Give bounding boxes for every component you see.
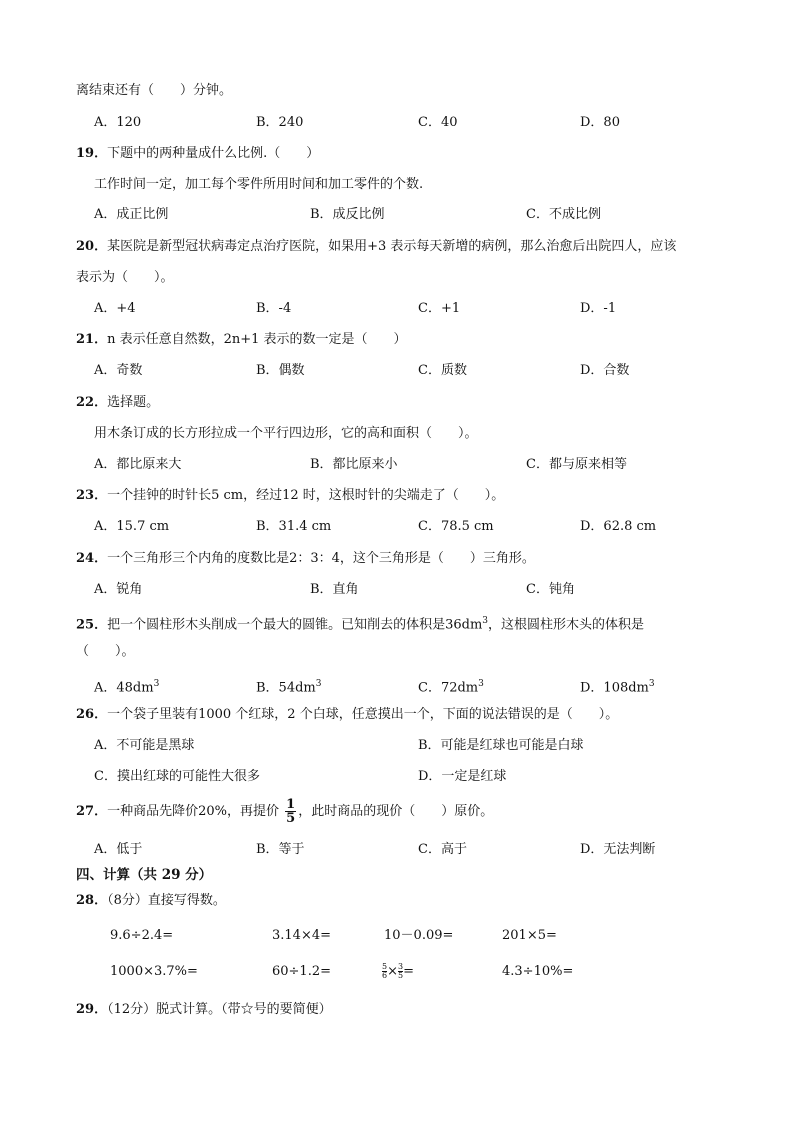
q24-option-a: A．锐角 [94,582,143,597]
q19-option-b: B．成反比例 [310,207,385,222]
q25-text-line2: （ ）。 [76,644,135,659]
q27-option-d: D．无法判断 [580,842,656,857]
q20-text: 某医院是新型冠状病毒定点治疗医院，如果用+3 表示每天新增的病例，那么治愈后出院四人，应该 [107,239,677,254]
q28-expr-6: 60÷1.2= [272,964,332,979]
q22-text: 选择题。 [107,395,160,410]
q25-option-a [94,675,159,697]
q18-option-d: D．80 [580,115,620,130]
q26-option-b: B．可能是红球也可能是白球 [418,738,584,753]
q28-expr-7 [382,957,414,987]
q27-number: 27． [76,804,108,819]
q20-text-line2: 表示为（ ）。 [76,270,174,285]
q25-option-d-text: D．108dm [580,680,649,696]
q28-expr-7-operator: × [387,964,398,979]
q19-option-a: A．成正比例 [94,207,169,222]
q25-option-a-sup: 3 [153,679,160,689]
q25-option-b [256,675,321,697]
q25-question [76,612,644,634]
q25-option-c-sup: 3 [478,679,484,689]
q19-question [76,145,319,163]
q21-question [76,331,407,349]
q21-option-b: B．偶数 [256,363,305,378]
q24-text: 一个三角形三个内角的度数比是2：3：4，这个三角形是（ ）三角形。 [107,551,535,566]
q26-option-d: D．一定是红球 [418,769,507,784]
q20-number: 20． [76,239,108,254]
q28-text: （8分）直接写得数。 [107,893,226,908]
q27-fraction [285,798,296,825]
q28-expr-7-den1: 6 [382,971,388,980]
q23-option-b: B．31.4 cm [256,519,332,534]
q29-question [76,1001,332,1019]
q25-text-a: 把一个圆柱形木头削成一个最大的圆锥。已知削去的体积是36dm [107,617,483,633]
q23-text: 一个挂钟的时针长5 cm，经过12 时，这根时针的尖端走了（ ）。 [107,488,505,503]
q27-fraction-denominator: 5 [286,811,296,826]
q22-number: 22． [76,395,108,410]
q25-number: 25． [76,617,108,633]
q20-question [76,238,676,256]
q28-expr-7-den2: 5 [398,971,404,980]
q25-option-d-sup: 3 [648,679,655,689]
q28-expr-1: 9.6÷2.4= [110,928,174,943]
q19-subtext: 工作时间一定，加工每个零件所用时间和加工零件的个数. [94,177,424,192]
q22-option-c: C．都与原来相等 [526,457,627,472]
q27-option-b: B．等于 [256,842,305,857]
q29-number: 29． [76,1002,108,1017]
q25-option-d [580,675,655,697]
q28-expr-3: 10－0.09= [384,928,454,943]
q28-number: 28． [76,893,108,908]
q20-option-a: A．+4 [94,301,136,316]
q23-number: 23． [76,488,108,503]
q21-option-d: D．合数 [580,363,630,378]
q19-option-c: C．不成比例 [526,207,601,222]
q23-question [76,487,504,505]
q18-option-c: C．40 [418,115,458,130]
q23-option-d: D．62.8 cm [580,519,657,534]
q28-expr-7-num1: 5 [382,962,388,971]
q26-question [76,706,618,724]
q20-option-d: D．-1 [580,301,617,316]
q21-option-c: C．质数 [418,363,467,378]
q21-text: n 表示任意自然数，2n+1 表示的数一定是（ ） [107,332,407,347]
q18-option-b: B．240 [256,115,304,130]
section-title-calculation: 四、计算（共 29 分） [76,867,213,883]
q28-expr-2: 3.14×4= [272,928,332,943]
q24-question [76,550,535,568]
q19-text: 下题中的两种量成什么比例.（ ） [107,146,320,161]
q24-option-c: C．钝角 [526,582,575,597]
q20-option-b: B．-4 [256,301,292,316]
q25-option-b-sup: 3 [315,679,322,689]
q25-option-c-text: C．72dm [418,680,479,696]
q25-option-c [418,675,484,697]
q22-subtext: 用木条订成的长方形拉成一个平行四边形，它的高和面积（ ）。 [94,426,478,441]
q25-option-b-text: B．54dm [256,680,316,696]
q27-option-c: C．高于 [418,842,467,857]
q23-option-a: A．15.7 cm [94,519,170,534]
q26-option-a: A．不可能是黑球 [94,738,195,753]
q28-expr-5: 1000×3.7%= [110,964,198,979]
q27-question [76,796,493,828]
q27-text-b: ，此时商品的现价（ ）原价。 [298,804,494,819]
q28-expr-7-num2: 3 [398,962,404,971]
q22-question [76,394,159,412]
q21-option-a: A．奇数 [94,363,143,378]
q27-text-a: 一种商品先降价20%，再提价 [107,804,279,819]
q28-question [76,892,226,910]
q27-option-a: A．低于 [94,842,143,857]
q25-text-b: ，这根圆柱形木头的体积是 [488,617,645,633]
q25-option-a-text: A．48dm [94,680,154,696]
q20-option-c: C．+1 [418,301,461,316]
q26-option-c: C．摸出红球的可能性大很多 [94,769,260,784]
q26-number: 26． [76,707,108,722]
q22-option-b: B．都比原来小 [310,457,398,472]
q24-option-b: B．直角 [310,582,359,597]
q18-text-tail: 离结束还有（ ）分钟。 [76,83,233,98]
q26-text: 一个袋子里装有1000 个红球，2 个白球，任意摸出一个，下面的说法错误的是（ ）。 [107,707,619,722]
q23-option-c: C．78.5 cm [418,519,494,534]
q22-option-a: A．都比原来大 [94,457,182,472]
q21-number: 21． [76,332,108,347]
q28-expr-8: 4.3÷10%= [502,964,574,979]
q28-expr-4: 201×5= [502,928,557,943]
q24-number: 24． [76,551,108,566]
q27-fraction-numerator: 1 [286,797,296,812]
q28-expr-7-equals: = [403,964,414,979]
q25-superscript: 3 [482,616,489,626]
q19-number: 19． [76,146,108,161]
q29-text: （12分）脱式计算。（带☆号的要简便） [107,1002,332,1017]
q18-option-a: A．120 [94,115,142,130]
